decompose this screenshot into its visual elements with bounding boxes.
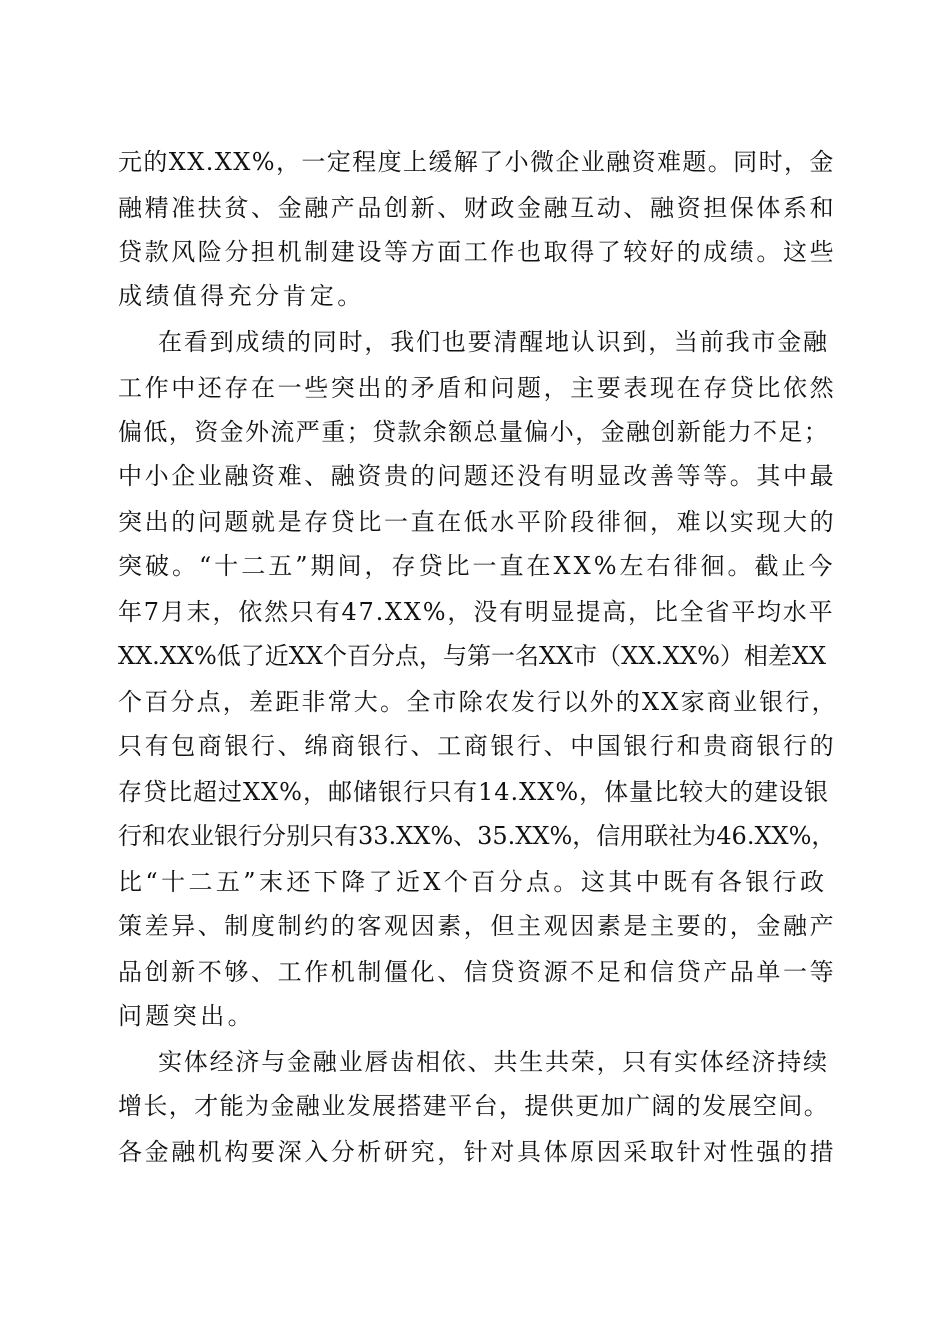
text-line: 突破。“十二五”期间，存贷比一直在XX%左右徘徊。截止今 (118, 552, 836, 580)
text-line: 在看到成绩的同时，我们也要清醒地认识到，当前我市金融 (158, 328, 829, 356)
text-line: 偏低，资金外流严重；贷款余额总量偏小，金融创新能力不足； (118, 418, 830, 446)
text-line: 存贷比超过XX%，邮储银行只有14.XX%，体量比较大的建设银 (118, 778, 830, 806)
text-line: XX.XX%低了近XX个百分点，与第一名XX市（XX.XX%）相差XX (118, 642, 827, 670)
text-line: 问题突出。 (118, 1002, 255, 1030)
text-line: 年7月末，依然只有47.XX%，没有明显提高，比全省平均水平 (118, 598, 835, 626)
text-line: 各金融机构要深入分析研究，针对具体原因采取针对性强的措 (118, 1138, 837, 1166)
text-line: 策差异、制度制约的客观因素，但主观因素是主要的，金融产 (118, 912, 837, 940)
text-line: 元的XX.XX%，一定程度上缓解了小微企业融资难题。同时，金 (118, 148, 835, 176)
text-line: 实体经济与金融业唇齿相依、共生共荣，只有实体经济持续 (158, 1048, 829, 1076)
text-line: 增长，才能为金融业发展搭建平台，提供更加广阔的发展空间。 (118, 1092, 830, 1120)
text-line: 行和农业银行分别只有33.XX%、35.XX%，信用联社为46.XX%， (118, 822, 836, 850)
text-line: 只有包商银行、绵商银行、工商银行、中国银行和贵商银行的 (118, 732, 837, 760)
text-line: 工作中还存在一些突出的矛盾和问题，主要表现在存贷比依然 (118, 374, 837, 402)
text-line: 突出的问题就是存贷比一直在低水平阶段徘徊，难以实现大的 (118, 508, 837, 536)
text-line: 贷款风险分担机制建设等方面工作也取得了较好的成绩。这些 (118, 238, 837, 266)
text-line: 中小企业融资难、融资贵的问题还没有明显改善等等。其中最 (118, 462, 837, 490)
text-line: 成绩值得充分肯定。 (118, 282, 365, 310)
text-line: 比“十二五”末还下降了近X个百分点。这其中既有各银行政 (118, 868, 828, 896)
text-line: 个百分点，差距非常大。全市除农发行以外的XX家商业银行， (118, 688, 838, 716)
text-line: 品创新不够、工作机制僵化、信贷资源不足和信贷产品单一等 (118, 958, 837, 986)
text-line: 融精准扶贫、金融产品创新、财政金融互动、融资担保体系和 (118, 194, 837, 222)
